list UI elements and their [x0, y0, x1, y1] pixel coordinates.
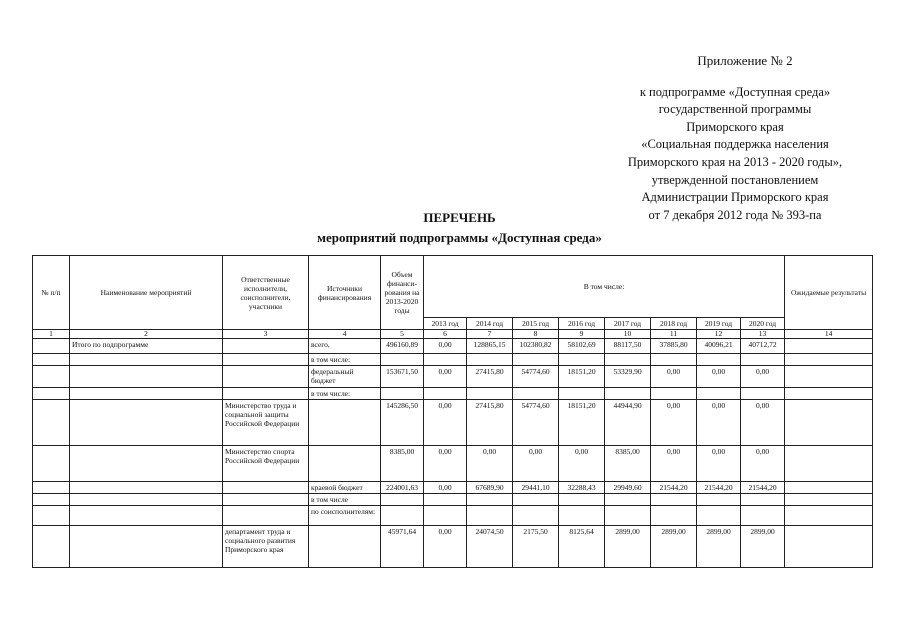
table-row [33, 446, 873, 482]
row-total: 145286,50 [381, 400, 424, 446]
row-year-value: 54774,60 [513, 400, 559, 446]
row-year-value: 37885,80 [651, 339, 697, 354]
row-year-value [605, 354, 651, 366]
row-executor: Министерство труда и социальной защиты Российской Федерации [223, 400, 309, 446]
row-year-value [467, 354, 513, 366]
row-name [70, 366, 223, 388]
row-year-value: 0,00 [424, 366, 467, 388]
row-year-value: 0,00 [741, 366, 785, 388]
row-year-value [605, 388, 651, 400]
row-executor [223, 482, 309, 494]
row-result [785, 482, 873, 494]
header-year: 2018 год [651, 318, 697, 330]
row-num [33, 388, 70, 400]
row-year-value: 40712,72 [741, 339, 785, 354]
header-year: 2016 год [559, 318, 605, 330]
column-number: 12 [697, 330, 741, 339]
row-year-value: 0,00 [467, 446, 513, 482]
row-year-value: 0,00 [651, 366, 697, 388]
row-executor [223, 388, 309, 400]
row-total [381, 494, 424, 506]
row-year-value: 44944,90 [605, 400, 651, 446]
row-year-value: 27415,80 [467, 400, 513, 446]
appendix-line: государственной программы [658, 102, 812, 117]
row-year-value [559, 494, 605, 506]
document-title [0, 210, 905, 246]
row-name [70, 400, 223, 446]
row-result [785, 400, 873, 446]
row-year-value [697, 354, 741, 366]
row-year-value: 2899,00 [741, 526, 785, 568]
row-name [70, 526, 223, 568]
row-num [33, 446, 70, 482]
header-year: 2015 год [513, 318, 559, 330]
column-number: 4 [309, 330, 381, 339]
row-source: в том числе: [309, 354, 381, 366]
row-num [33, 354, 70, 366]
row-year-value: 21544,20 [697, 482, 741, 494]
row-num [33, 526, 70, 568]
row-executor [223, 339, 309, 354]
header-year: 2014 год [467, 318, 513, 330]
column-number: 13 [741, 330, 785, 339]
row-year-value: 0,00 [651, 400, 697, 446]
row-year-value: 0,00 [697, 366, 741, 388]
row-num [33, 482, 70, 494]
row-year-value: 0,00 [651, 446, 697, 482]
table-row [33, 339, 873, 354]
row-source: в том числе: [309, 388, 381, 400]
column-number: 1 [33, 330, 70, 339]
row-name [70, 446, 223, 482]
row-year-value: 0,00 [697, 400, 741, 446]
row-year-value [467, 506, 513, 526]
row-source: по соисполнителям: [309, 506, 381, 526]
row-year-value: 32288,43 [559, 482, 605, 494]
appendix-line: к подпрограмме «Доступная среда» [639, 84, 831, 99]
row-year-value [697, 388, 741, 400]
appendix-line: Администрации Приморского края [641, 190, 829, 205]
row-result [785, 339, 873, 354]
row-source: федеральный бюджет [309, 366, 381, 388]
appendix-line: Приморского края [686, 119, 784, 134]
row-year-value: 0,00 [424, 400, 467, 446]
header-num: № п/п [33, 256, 70, 330]
row-name [70, 494, 223, 506]
row-year-value [741, 388, 785, 400]
row-year-value: 21544,20 [651, 482, 697, 494]
row-name [70, 354, 223, 366]
table-row [33, 366, 873, 388]
row-year-value: 67689,90 [467, 482, 513, 494]
header-year: 2019 год [697, 318, 741, 330]
column-numbers-row [33, 330, 873, 339]
column-number: 11 [651, 330, 697, 339]
row-total: 153671,50 [381, 366, 424, 388]
column-number: 5 [381, 330, 424, 339]
row-year-value: 58102,69 [559, 339, 605, 354]
row-name [70, 388, 223, 400]
row-year-value [559, 506, 605, 526]
row-year-value [741, 506, 785, 526]
row-year-value [513, 388, 559, 400]
row-source [309, 446, 381, 482]
column-number: 7 [467, 330, 513, 339]
row-total [381, 354, 424, 366]
appendix-line: Приморского края на 2013 - 2020 годы», [627, 154, 843, 169]
row-num [33, 506, 70, 526]
table-row [33, 506, 873, 526]
row-source: краевой бюджет [309, 482, 381, 494]
row-year-value: 128865,15 [467, 339, 513, 354]
appendix-line: «Социальная поддержка населения [641, 137, 829, 152]
table-row [33, 494, 873, 506]
column-number: 3 [223, 330, 309, 339]
row-num [33, 339, 70, 354]
row-year-value [424, 388, 467, 400]
row-year-value [513, 494, 559, 506]
row-year-value [741, 354, 785, 366]
row-year-value: 8125,64 [559, 526, 605, 568]
row-year-value [513, 506, 559, 526]
row-year-value [424, 494, 467, 506]
header-sources: Источники финансирования [309, 256, 381, 330]
row-executor: департамент труда и социального развития Приморского края [223, 526, 309, 568]
row-total [381, 506, 424, 526]
appendix-line: от 7 декабря 2012 года № 393-па [648, 207, 822, 222]
row-source: в том числе [309, 494, 381, 506]
row-year-value: 2899,00 [697, 526, 741, 568]
appendix-line: утвержденной постановлением [651, 172, 819, 187]
row-year-value: 0,00 [424, 446, 467, 482]
row-year-value: 0,00 [513, 446, 559, 482]
row-name [70, 506, 223, 526]
row-year-value [651, 354, 697, 366]
row-year-value: 102380,82 [513, 339, 559, 354]
header-including: В том числе: [424, 256, 785, 318]
row-source: всего, [309, 339, 381, 354]
row-year-value [513, 354, 559, 366]
row-year-value [741, 494, 785, 506]
row-year-value: 2899,00 [605, 526, 651, 568]
column-number: 2 [70, 330, 223, 339]
row-year-value [424, 506, 467, 526]
row-year-value: 2175,50 [513, 526, 559, 568]
row-year-value: 21544,20 [741, 482, 785, 494]
table-row [33, 526, 873, 568]
measures-table [32, 255, 873, 568]
row-source [309, 400, 381, 446]
row-year-value [424, 354, 467, 366]
row-source [309, 526, 381, 568]
column-number: 8 [513, 330, 559, 339]
table-body [33, 339, 873, 568]
row-year-value: 18151,20 [559, 366, 605, 388]
row-result [785, 526, 873, 568]
row-result [785, 506, 873, 526]
row-executor [223, 354, 309, 366]
header-row [33, 256, 873, 318]
row-year-value [559, 354, 605, 366]
header-year: 2017 год [605, 318, 651, 330]
row-year-value: 29441,10 [513, 482, 559, 494]
row-year-value [651, 388, 697, 400]
row-result [785, 366, 873, 388]
row-year-value [697, 494, 741, 506]
row-year-value: 27415,80 [467, 366, 513, 388]
row-num [33, 366, 70, 388]
row-year-value: 0,00 [424, 339, 467, 354]
row-total: 496160,89 [381, 339, 424, 354]
row-year-value: 2899,00 [651, 526, 697, 568]
column-number: 9 [559, 330, 605, 339]
appendix-number: Приложение № 2 [697, 53, 793, 68]
header-volume: Объем финанси-рования на 2013-2020 годы [381, 256, 424, 330]
column-number: 14 [785, 330, 873, 339]
row-year-value: 0,00 [424, 526, 467, 568]
row-year-value: 53329,90 [605, 366, 651, 388]
row-year-value: 54774,60 [513, 366, 559, 388]
table-row [33, 354, 873, 366]
row-result [785, 446, 873, 482]
column-number: 6 [424, 330, 467, 339]
title-line-2: мероприятий подпрограммы «Доступная среда» [317, 230, 602, 245]
table-row [33, 388, 873, 400]
header-year: 2020 год [741, 318, 785, 330]
title-line-1: ПЕРЕЧЕНЬ [423, 210, 496, 225]
row-year-value [697, 506, 741, 526]
table-row [33, 482, 873, 494]
row-year-value [605, 506, 651, 526]
row-year-value: 0,00 [741, 446, 785, 482]
row-year-value [559, 388, 605, 400]
row-result [785, 494, 873, 506]
row-year-value: 8385,00 [605, 446, 651, 482]
header-executors: Ответственные исполнители, соисполнители, участники [223, 256, 309, 330]
row-year-value: 0,00 [424, 482, 467, 494]
row-num [33, 494, 70, 506]
row-name: Итого по подпрограмме [70, 339, 223, 354]
row-total: 8385,00 [381, 446, 424, 482]
row-year-value: 0,00 [697, 446, 741, 482]
row-year-value: 40096,21 [697, 339, 741, 354]
row-result [785, 388, 873, 400]
row-year-value [605, 494, 651, 506]
row-year-value [651, 494, 697, 506]
row-year-value: 24074,50 [467, 526, 513, 568]
header-year: 2013 год [424, 318, 467, 330]
row-year-value [467, 388, 513, 400]
header-results: Ожидаемые результаты [785, 256, 873, 330]
header-name: Наименование мероприятий [70, 256, 223, 330]
row-year-value: 29949,60 [605, 482, 651, 494]
table-row [33, 400, 873, 446]
column-number: 10 [605, 330, 651, 339]
row-year-value: 0,00 [559, 446, 605, 482]
row-year-value: 0,00 [741, 400, 785, 446]
row-executor [223, 494, 309, 506]
row-total: 224001,63 [381, 482, 424, 494]
row-year-value: 18151,20 [559, 400, 605, 446]
row-total [381, 388, 424, 400]
row-year-value: 88117,50 [605, 339, 651, 354]
row-executor [223, 506, 309, 526]
row-num [33, 400, 70, 446]
row-year-value [651, 506, 697, 526]
appendix-header [600, 52, 870, 224]
row-executor: Министерство спорта Российской Федерации [223, 446, 309, 482]
row-year-value [467, 494, 513, 506]
row-name [70, 482, 223, 494]
row-result [785, 354, 873, 366]
row-total: 45971,64 [381, 526, 424, 568]
row-executor [223, 366, 309, 388]
